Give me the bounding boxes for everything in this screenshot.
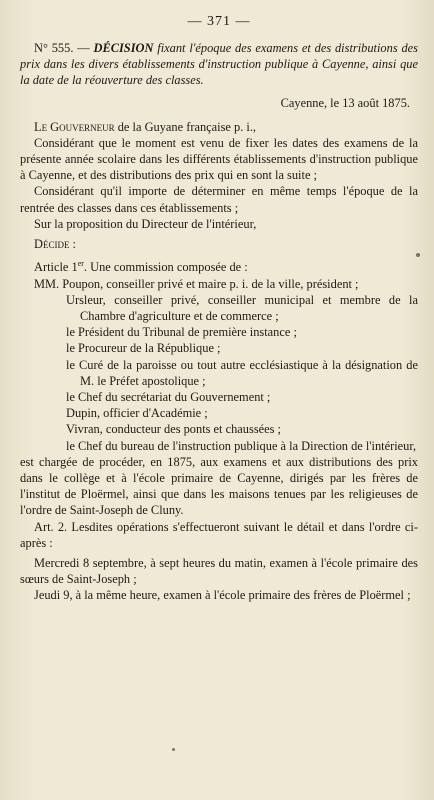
gouverneur-title: Le Gouverneur <box>34 119 115 134</box>
page-number: — 371 — <box>187 14 251 29</box>
member-item: Ursleur, conseiller privé, conseiller municipal et membre de la Chambre d'agriculture et de commerce ; <box>66 292 418 323</box>
gouverneur-rest: de la Guyane française p. i., <box>117 119 257 134</box>
date-line: Cayenne, le 13 août 1875. <box>280 95 410 110</box>
jeudi-paragraph: Jeudi 9, à la même heure, examen à l'école primaire des frères de Ploërmel ; <box>34 588 411 603</box>
decision-heading <box>20 40 418 89</box>
proposition-paragraph: Sur la proposition du Directeur de l'intérieur, <box>34 216 257 231</box>
member-item: Vivran, conducteur des ponts et chaussées ; <box>66 422 281 437</box>
article-1 <box>20 256 418 275</box>
members-first: MM. Poupon, conseiller privé et maire p. i. de la ville, président ; <box>34 276 359 291</box>
article-1-sup: er <box>77 259 84 269</box>
decision-number: N° 555. — <box>34 41 90 55</box>
article-2: Art. 2. Lesdites opérations s'effectueront suivant le détail et dans l'ordre ci-après : <box>20 519 418 550</box>
article-1-rest: . Une commission composée de : <box>83 260 248 275</box>
member-item: le Procureur de la République ; <box>66 341 221 356</box>
paper-speck <box>172 748 175 751</box>
member-item: le Curé de la paroisse ou tout autre ecclésiastique à la désignation de M. le Préfet apostolique ; <box>66 357 418 388</box>
mercredi-paragraph: Mercredi 8 septembre, à sept heures du matin, examen à l'école primaire des sœurs de Saint-Joseph ; <box>20 556 418 587</box>
member-item: Dupin, officier d'Académie ; <box>66 406 208 421</box>
decision-subject: fixant l'époque des examens et des distributions des prix dans les divers établissements d'instruction publique à Cayenne, ainsi que la date de la réouverture des classes. <box>20 41 418 88</box>
member-item: le Chef du bureau de l'instruction publique à la Direction de l'intérieur, <box>66 438 417 453</box>
paper-speck <box>416 253 420 257</box>
member-item: le Président du Tribunal de première instance ; <box>66 325 297 340</box>
considerant-paragraph-2: Considérant qu'il importe de déterminer en même temps l'époque de la rentrée des classes dans ces établissements ; <box>20 184 418 215</box>
decide-line: Décide : <box>34 237 76 252</box>
decision-title: DÉCISION <box>93 41 154 55</box>
considerant-paragraph-1: Considérant que le moment est venu de fixer les dates des examens de la présente année scolaire dans les différents établissements d'instruction publique à Cayenne, et des distributions des prix qui en sont la suite ; <box>20 135 418 183</box>
gouverneur-line <box>20 119 418 135</box>
article-1-prefix: Article 1 <box>34 260 78 275</box>
members-list <box>66 292 418 454</box>
member-item: le Chef du secrétariat du Gouvernement ; <box>66 389 271 404</box>
charge-paragraph: est chargée de procéder, en 1875, aux examens et aux distributions des prix dans le collège et à l'école primaire de Cayenne, dirigés par les frères de l'institut de Ploërmel, ainsi que dans les maisons tenues par les religieuses de l'ordre de Saint-Joseph de Cluny. <box>20 454 418 518</box>
